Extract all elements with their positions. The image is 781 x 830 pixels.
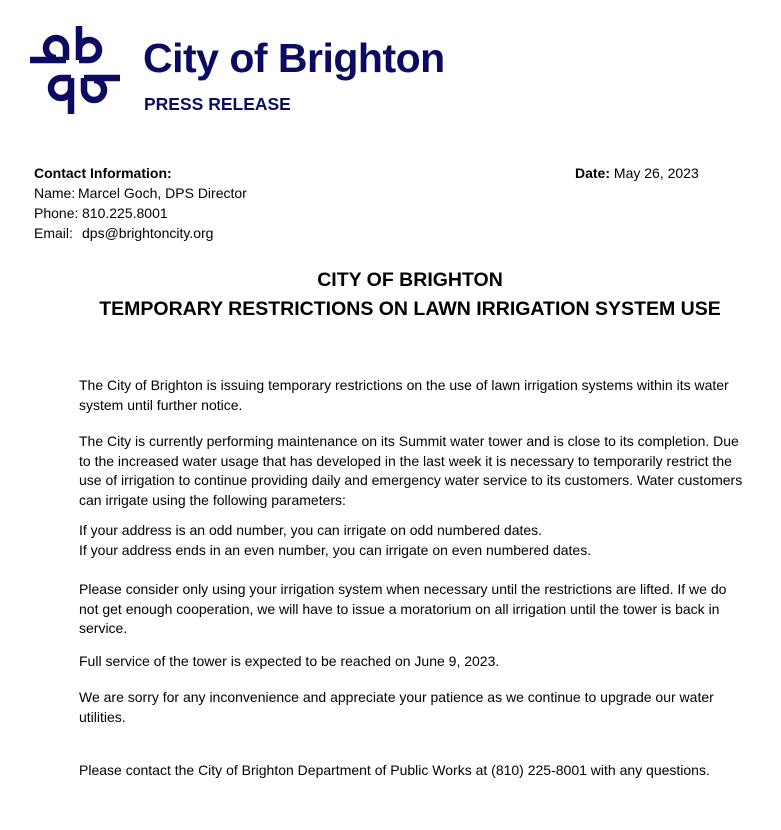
contact-phone-row — [34, 203, 247, 223]
paragraph-maintenance: The City is currently performing maintenance on its Summit water tower and is close to its completion. Due to the increased water usage that has developed in the last week it is necessary to temporarily restrict the use of irrigation to continue providing daily and emergency water service to its customers. Water customers can irrigate using the following parameters: — [79, 433, 743, 508]
logo-loop-bottom-right — [84, 78, 120, 100]
contact-name-row — [34, 183, 247, 203]
contact-email-row — [34, 223, 247, 243]
headline-line-1: CITY OF BRIGHTON — [317, 269, 503, 291]
body-paragraph — [79, 761, 744, 781]
body-paragraph — [79, 376, 744, 415]
logo-loop-top-right — [79, 26, 99, 60]
body-paragraph — [79, 580, 744, 639]
rule-odd-addresses: If your address is an odd number, you can irrigate on odd numbered dates. — [79, 522, 543, 538]
contact-name-label: Name: — [34, 185, 76, 201]
body-paragraph — [79, 652, 744, 672]
paragraph-intro: The City of Brighton is issuing temporary restrictions on the use of lawn irrigation systems within its water system until further notice. — [79, 377, 729, 413]
contact-phone-value: 810.225.8001 — [82, 205, 168, 221]
contact-email-label: Email: — [34, 225, 73, 241]
body-paragraph — [79, 688, 744, 727]
logo-loop-bottom-left — [51, 78, 71, 114]
irrigation-rules — [79, 521, 744, 560]
paragraph-contact: Please contact the City of Brighton Department of Public Works at (810) 225-8001 with any questions. — [79, 762, 710, 778]
contact-information — [34, 163, 247, 243]
paragraph-full-service: Full service of the tower is expected to be reached on June 9, 2023. — [79, 653, 500, 669]
contact-phone-label: Phone: — [34, 205, 79, 221]
headline-line-2: TEMPORARY RESTRICTIONS ON LAWN IRRIGATION SYSTEM USE — [99, 298, 721, 320]
release-date — [575, 163, 699, 183]
contact-heading: Contact Information: — [34, 165, 172, 181]
contact-email-value[interactable]: dps@brightoncity.org — [82, 225, 214, 241]
document-type: PRESS RELEASE — [144, 94, 291, 114]
rule-even-addresses: If your address ends in an even number, you can irrigate on even numbered dates. — [79, 541, 592, 558]
date-value: May 26, 2023 — [613, 165, 699, 181]
body-paragraph — [79, 432, 744, 510]
paragraph-cooperation: Please consider only using your irrigation system when necessary until the restrictions are lifted. If we do not get enough cooperation, we will have to issue a moratorium on all irrigation until the tower is back in service. — [79, 581, 727, 636]
logo-loop-top-left — [30, 38, 66, 60]
organization-name: City of Brighton — [143, 35, 445, 81]
contact-name-value: Marcel Goch, DPS Director — [78, 185, 247, 201]
paragraph-apology: We are sorry for any inconvenience and appreciate your patience as we continue to upgrade our water utilities. — [79, 689, 714, 725]
date-label: Date: — [575, 165, 611, 181]
city-logo-icon — [28, 24, 122, 116]
